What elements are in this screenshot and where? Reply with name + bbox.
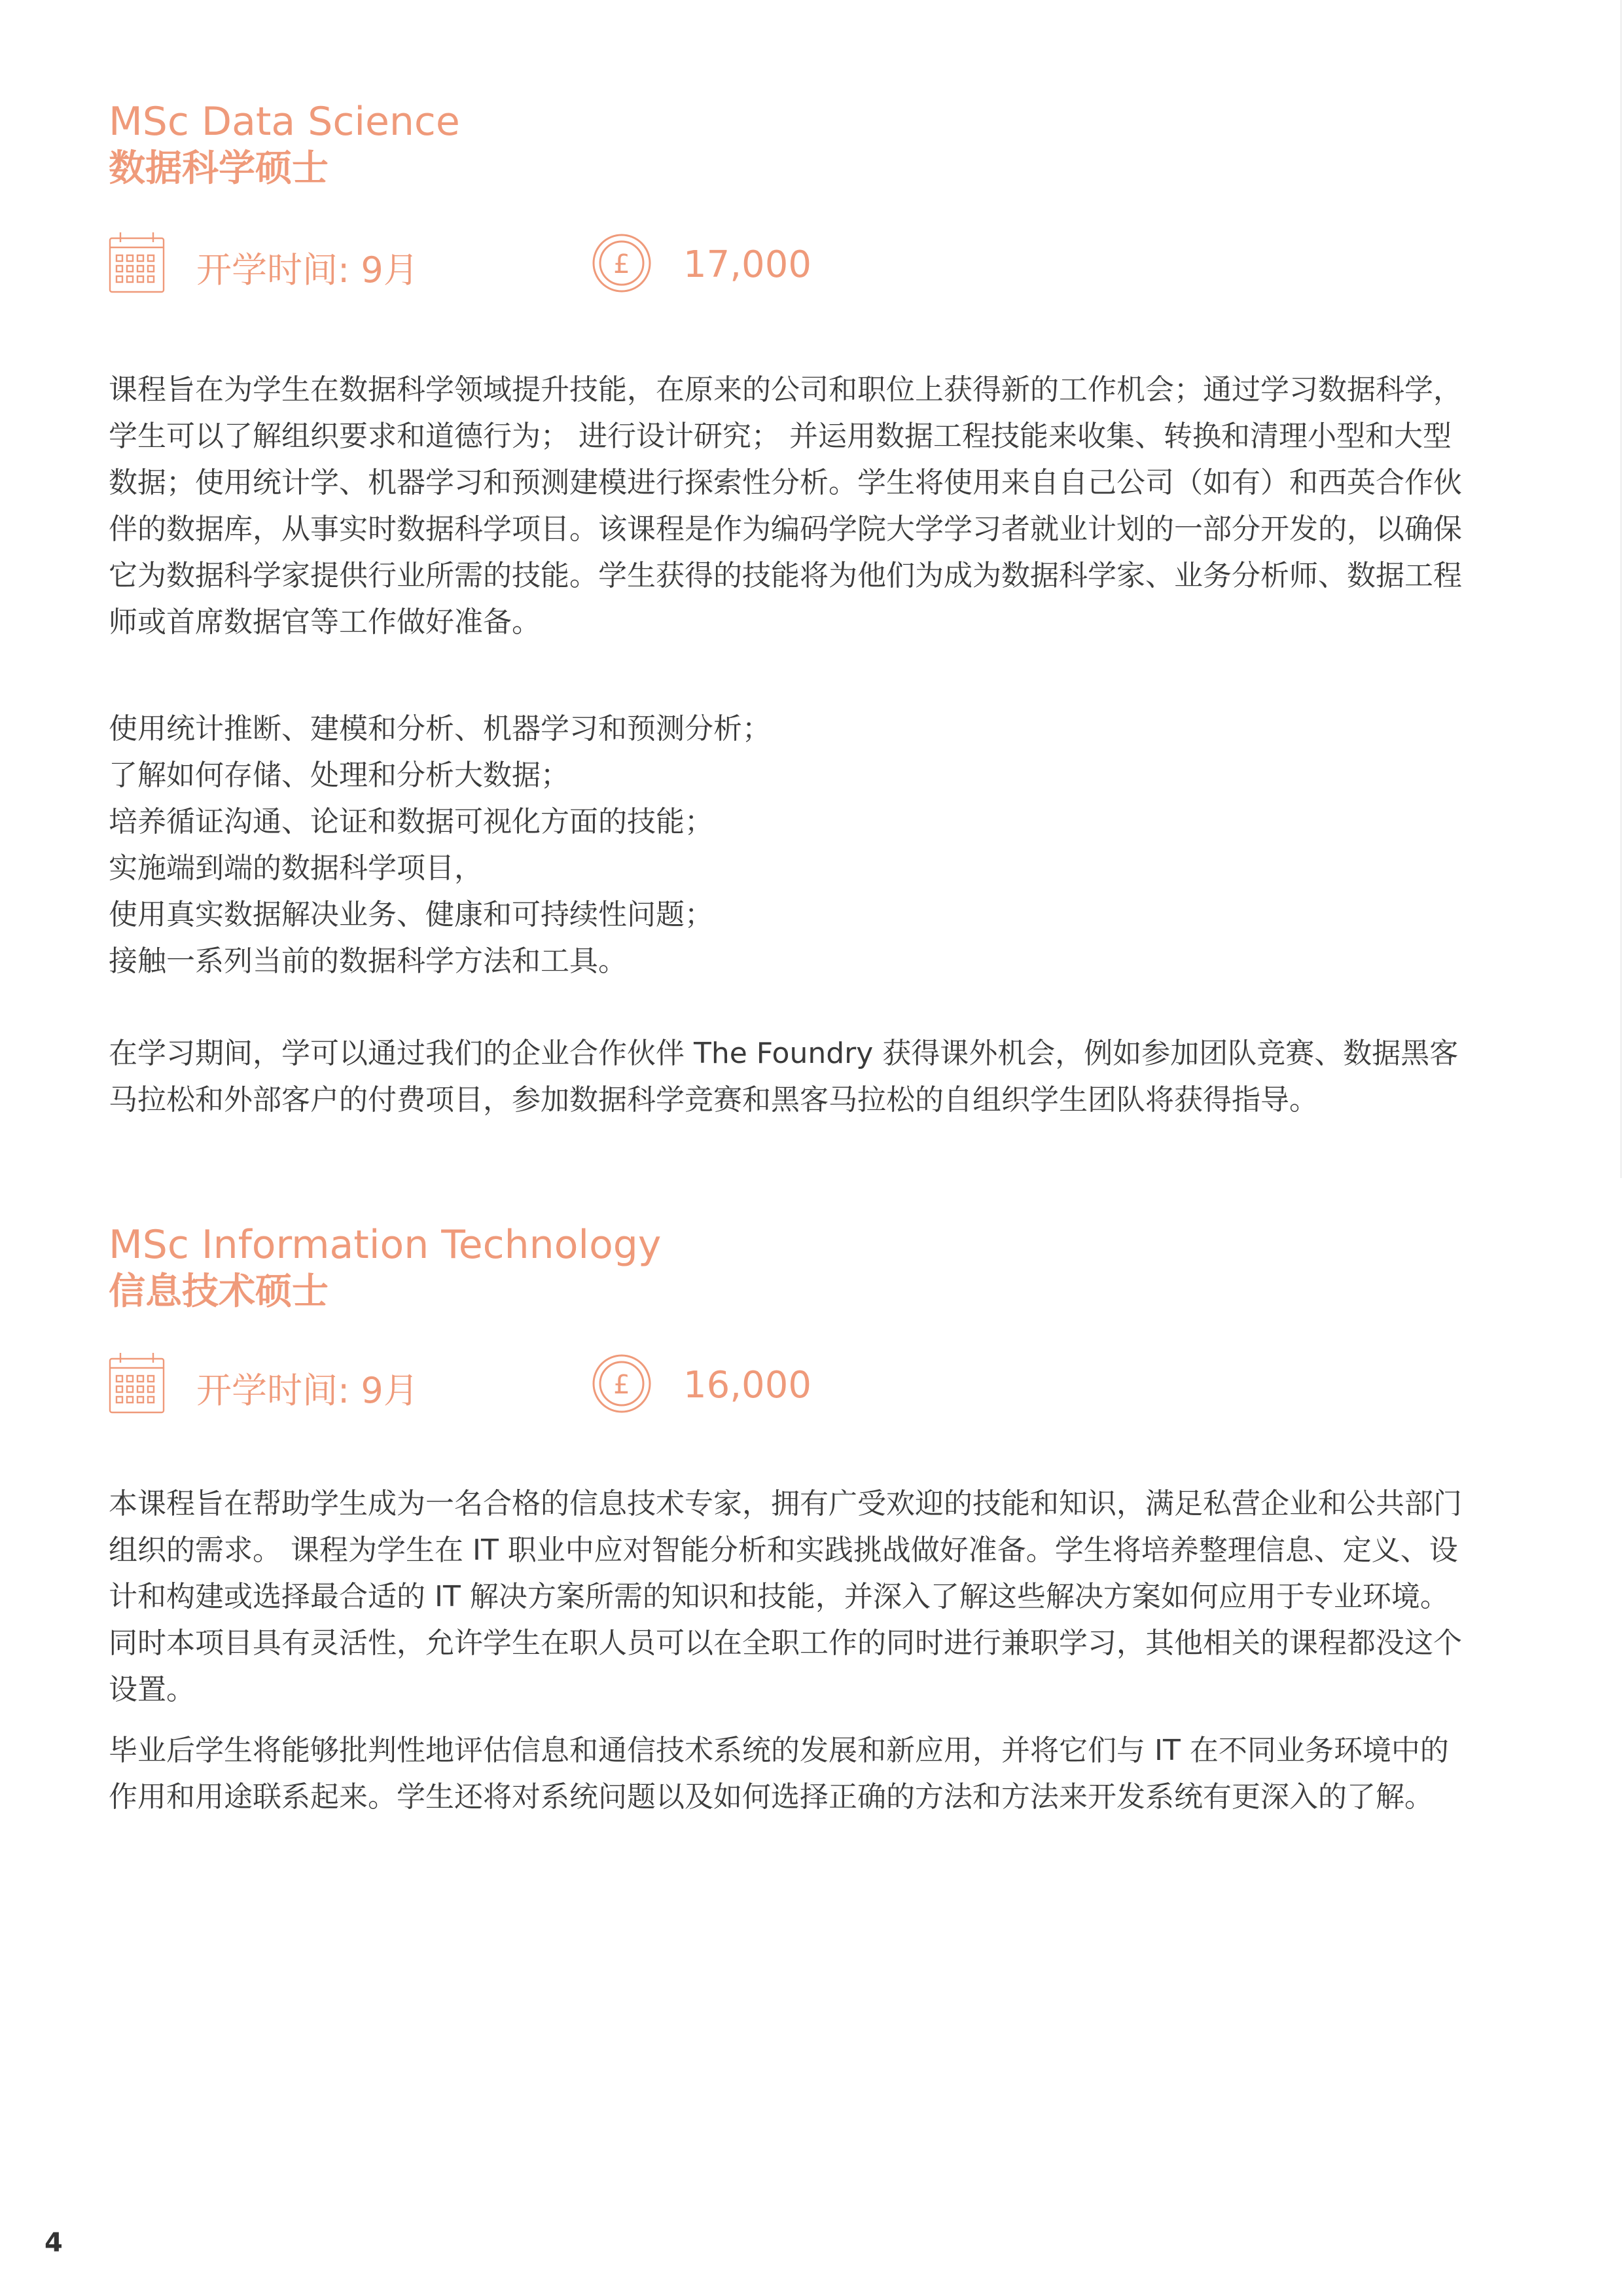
start-date-label: 开学时间: 9月 (196, 249, 419, 291)
start-date-label: 开学时间: 9月 (196, 1370, 419, 1411)
list-item: 实施端到端的数据科学项目， (109, 852, 483, 885)
section-title-en: MSc Data Science (109, 99, 460, 145)
page-edge-divider (1620, 0, 1622, 1178)
section-title-zh: 数据科学硕士 (109, 147, 329, 190)
section-title-zh: 信息技术硕士 (109, 1270, 329, 1313)
meta-row (109, 1351, 1470, 1423)
svg-text:£: £ (613, 249, 630, 279)
list-item: 使用统计推断、建模和分析、机器学习和预测分析； (109, 712, 771, 745)
description-paragraph: 课程旨在为学生在数据科学领域提升技能，在原来的公司和职位上获得新的工作机会；通过学习数据科学，学生可以了解组织要求和道德行为； 进行设计研究； 并运用数据工程技能来收集、转换和清理小型和大型数据；使用统计学、机器学习和预测建模进行探索性分析。学生将使用来自自己公司（如有）和西英合作伙伴的数据库，从事实时数据科学项目。该课程是作为编码学院大学学习者就业计划的一部分开发的，以确保它为数据科学家提供行业所需的技能。学生获得的技能将为他们为成为数据科学家、业务分析师、数据工程师或首席数据官等工作做好准备。 (109, 373, 1462, 639)
page-number: 4 (45, 2228, 63, 2258)
list-item: 培养循证沟通、论证和数据可视化方面的技能； (109, 805, 713, 838)
meta-row (109, 230, 1470, 302)
description-paragraph: 毕业后学生将能够批判性地评估信息和通信技术系统的发展和新应用，并将它们与 IT 在不同业务环境中的作用和用途联系起来。学生还将对系统问题以及如何选择正确的方法和方法来开发系统有更深入的了解。 (109, 1734, 1449, 1814)
tuition-price: 17,000 (683, 243, 812, 286)
list-item: 了解如何存储、处理和分析大数据； (109, 759, 569, 792)
section-data-science (109, 98, 1470, 1123)
closing-paragraph: 在学习期间，学可以通过我们的企业合作伙伴 The Foundry 获得课外机会，例如参加团队竞赛、数据黑客马拉松和外部客户的付费项目，参加数据科学竞赛和黑客马拉松的自组织学生团队将获得指导。 (109, 1037, 1459, 1117)
description-paragraph: 本课程旨在帮助学生成为一名合格的信息技术专家，拥有广受欢迎的技能和知识，满足私营企业和公共部门组织的需求。 课程为学生在 IT 职业中应对智能分析和实践挑战做好准备。学生将培养整理信息、定义、设计和构建或选择最合适的 IT 解决方案所需的知识和技能，并深入了解这些解决方案如何应用于专业环境。 同时本项目具有灵活性，允许学生在职人员可以在全职工作的同时进行兼职学习，其他相关的课程都没这个设置。 (109, 1487, 1462, 1706)
pound-coin-icon (592, 1354, 652, 1414)
svg-text:£: £ (613, 1370, 630, 1400)
skills-list (109, 706, 1470, 984)
list-item: 使用真实数据解决业务、健康和可持续性问题； (109, 898, 713, 931)
calendar-icon (109, 1351, 165, 1414)
list-item: 接触一系列当前的数据科学方法和工具。 (109, 944, 627, 978)
calendar-icon (109, 230, 165, 293)
section-title-en: MSc Information Technology (109, 1222, 662, 1268)
section-information-technology (109, 1221, 1470, 1820)
pound-coin-icon (592, 233, 652, 293)
tuition-price: 16,000 (683, 1364, 812, 1407)
